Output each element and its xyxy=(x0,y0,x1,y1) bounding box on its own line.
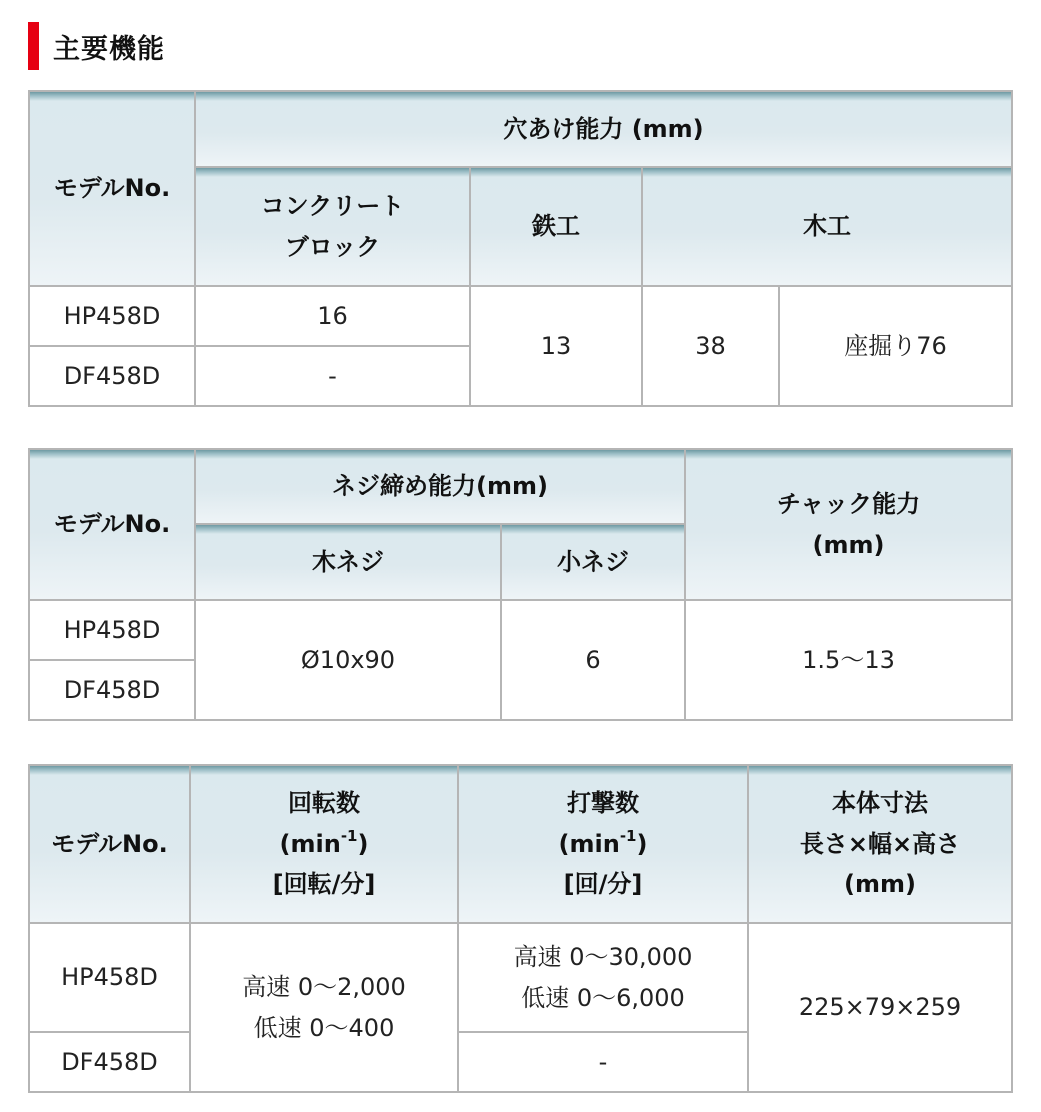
model-cell: DF458D xyxy=(29,346,195,406)
table-row xyxy=(29,600,1012,660)
model-cell: HP458D xyxy=(29,600,195,660)
impact-high-value: 高速 0〜30,000 xyxy=(513,942,693,971)
chuck-label: チャック能力 xyxy=(776,489,921,518)
rotation-speed-header xyxy=(190,765,458,923)
rotation-speed-value xyxy=(190,923,458,1092)
wood-screw-value: Ø10x90 xyxy=(195,600,501,720)
model-cell: HP458D xyxy=(29,286,195,346)
fastening-capacity-header: ネジ締め能力(mm) xyxy=(195,449,685,524)
model-header: モデルNo. xyxy=(29,91,195,286)
rotation-unit-jp: [回転/分] xyxy=(272,870,376,899)
small-screw-value: 6 xyxy=(501,600,685,720)
chuck-capacity-header xyxy=(685,449,1012,600)
impact-unit-jp: [回/分] xyxy=(563,870,643,899)
impact-rate-value xyxy=(458,923,748,1032)
rotation-high-value: 高速 0〜2,000 xyxy=(242,972,406,1001)
impact-label: 打撃数 xyxy=(567,788,639,817)
table-row xyxy=(29,286,1012,346)
small-screw-header: 小ネジ xyxy=(501,524,685,600)
page-title: 主要機能 xyxy=(53,33,165,65)
concrete-value: 16 xyxy=(195,286,470,346)
drilling-capacity-header: 穴あけ能力 (mm) xyxy=(195,91,1012,167)
title-accent-bar xyxy=(28,22,39,70)
table-row xyxy=(29,923,1012,1032)
rotation-unit: (min xyxy=(279,829,341,858)
impact-rate-header xyxy=(458,765,748,923)
size-unit: (mm) xyxy=(844,870,916,899)
impact-unit-close: ) xyxy=(636,829,648,858)
impact-unit-exponent: -1 xyxy=(619,826,637,845)
model-header: モデルNo. xyxy=(29,449,195,600)
concrete-value: - xyxy=(195,346,470,406)
drilling-capacity-table xyxy=(28,90,1013,407)
steel-header: 鉄工 xyxy=(470,167,642,286)
rotation-unit-close: ) xyxy=(357,829,369,858)
body-size-header xyxy=(748,765,1012,923)
size-label: 本体寸法 xyxy=(832,788,928,817)
wood-screw-header: 木ネジ xyxy=(195,524,501,600)
rotation-label: 回転数 xyxy=(288,788,360,817)
model-cell: DF458D xyxy=(29,1032,190,1092)
rotation-low-value: 低速 0〜400 xyxy=(253,1013,395,1042)
body-size-value: 225×79×259 xyxy=(748,923,1012,1092)
model-header: モデルNo. xyxy=(29,765,190,923)
concrete-label: コンクリート xyxy=(260,191,405,220)
impact-low-value: 低速 0〜6,000 xyxy=(521,983,685,1012)
steel-value: 13 xyxy=(470,286,642,406)
chuck-value: 1.5〜13 xyxy=(685,600,1012,720)
wood-value: 38 xyxy=(642,286,779,406)
section-title xyxy=(28,22,165,70)
wood-header: 木工 xyxy=(642,167,1012,286)
fastening-capacity-table xyxy=(28,448,1013,721)
size-dimensions-label: 長さ×幅×高さ xyxy=(799,829,961,858)
wood-counterbore-value: 座掘り76 xyxy=(779,286,1012,406)
speed-dimension-table xyxy=(28,764,1013,1093)
model-cell: HP458D xyxy=(29,923,190,1032)
rotation-unit-exponent: -1 xyxy=(340,826,358,845)
model-cell: DF458D xyxy=(29,660,195,720)
impact-unit: (min xyxy=(558,829,620,858)
chuck-unit: (mm) xyxy=(812,530,885,559)
impact-rate-value: - xyxy=(458,1032,748,1092)
block-label: ブロック xyxy=(284,232,381,261)
concrete-block-header xyxy=(195,167,470,286)
